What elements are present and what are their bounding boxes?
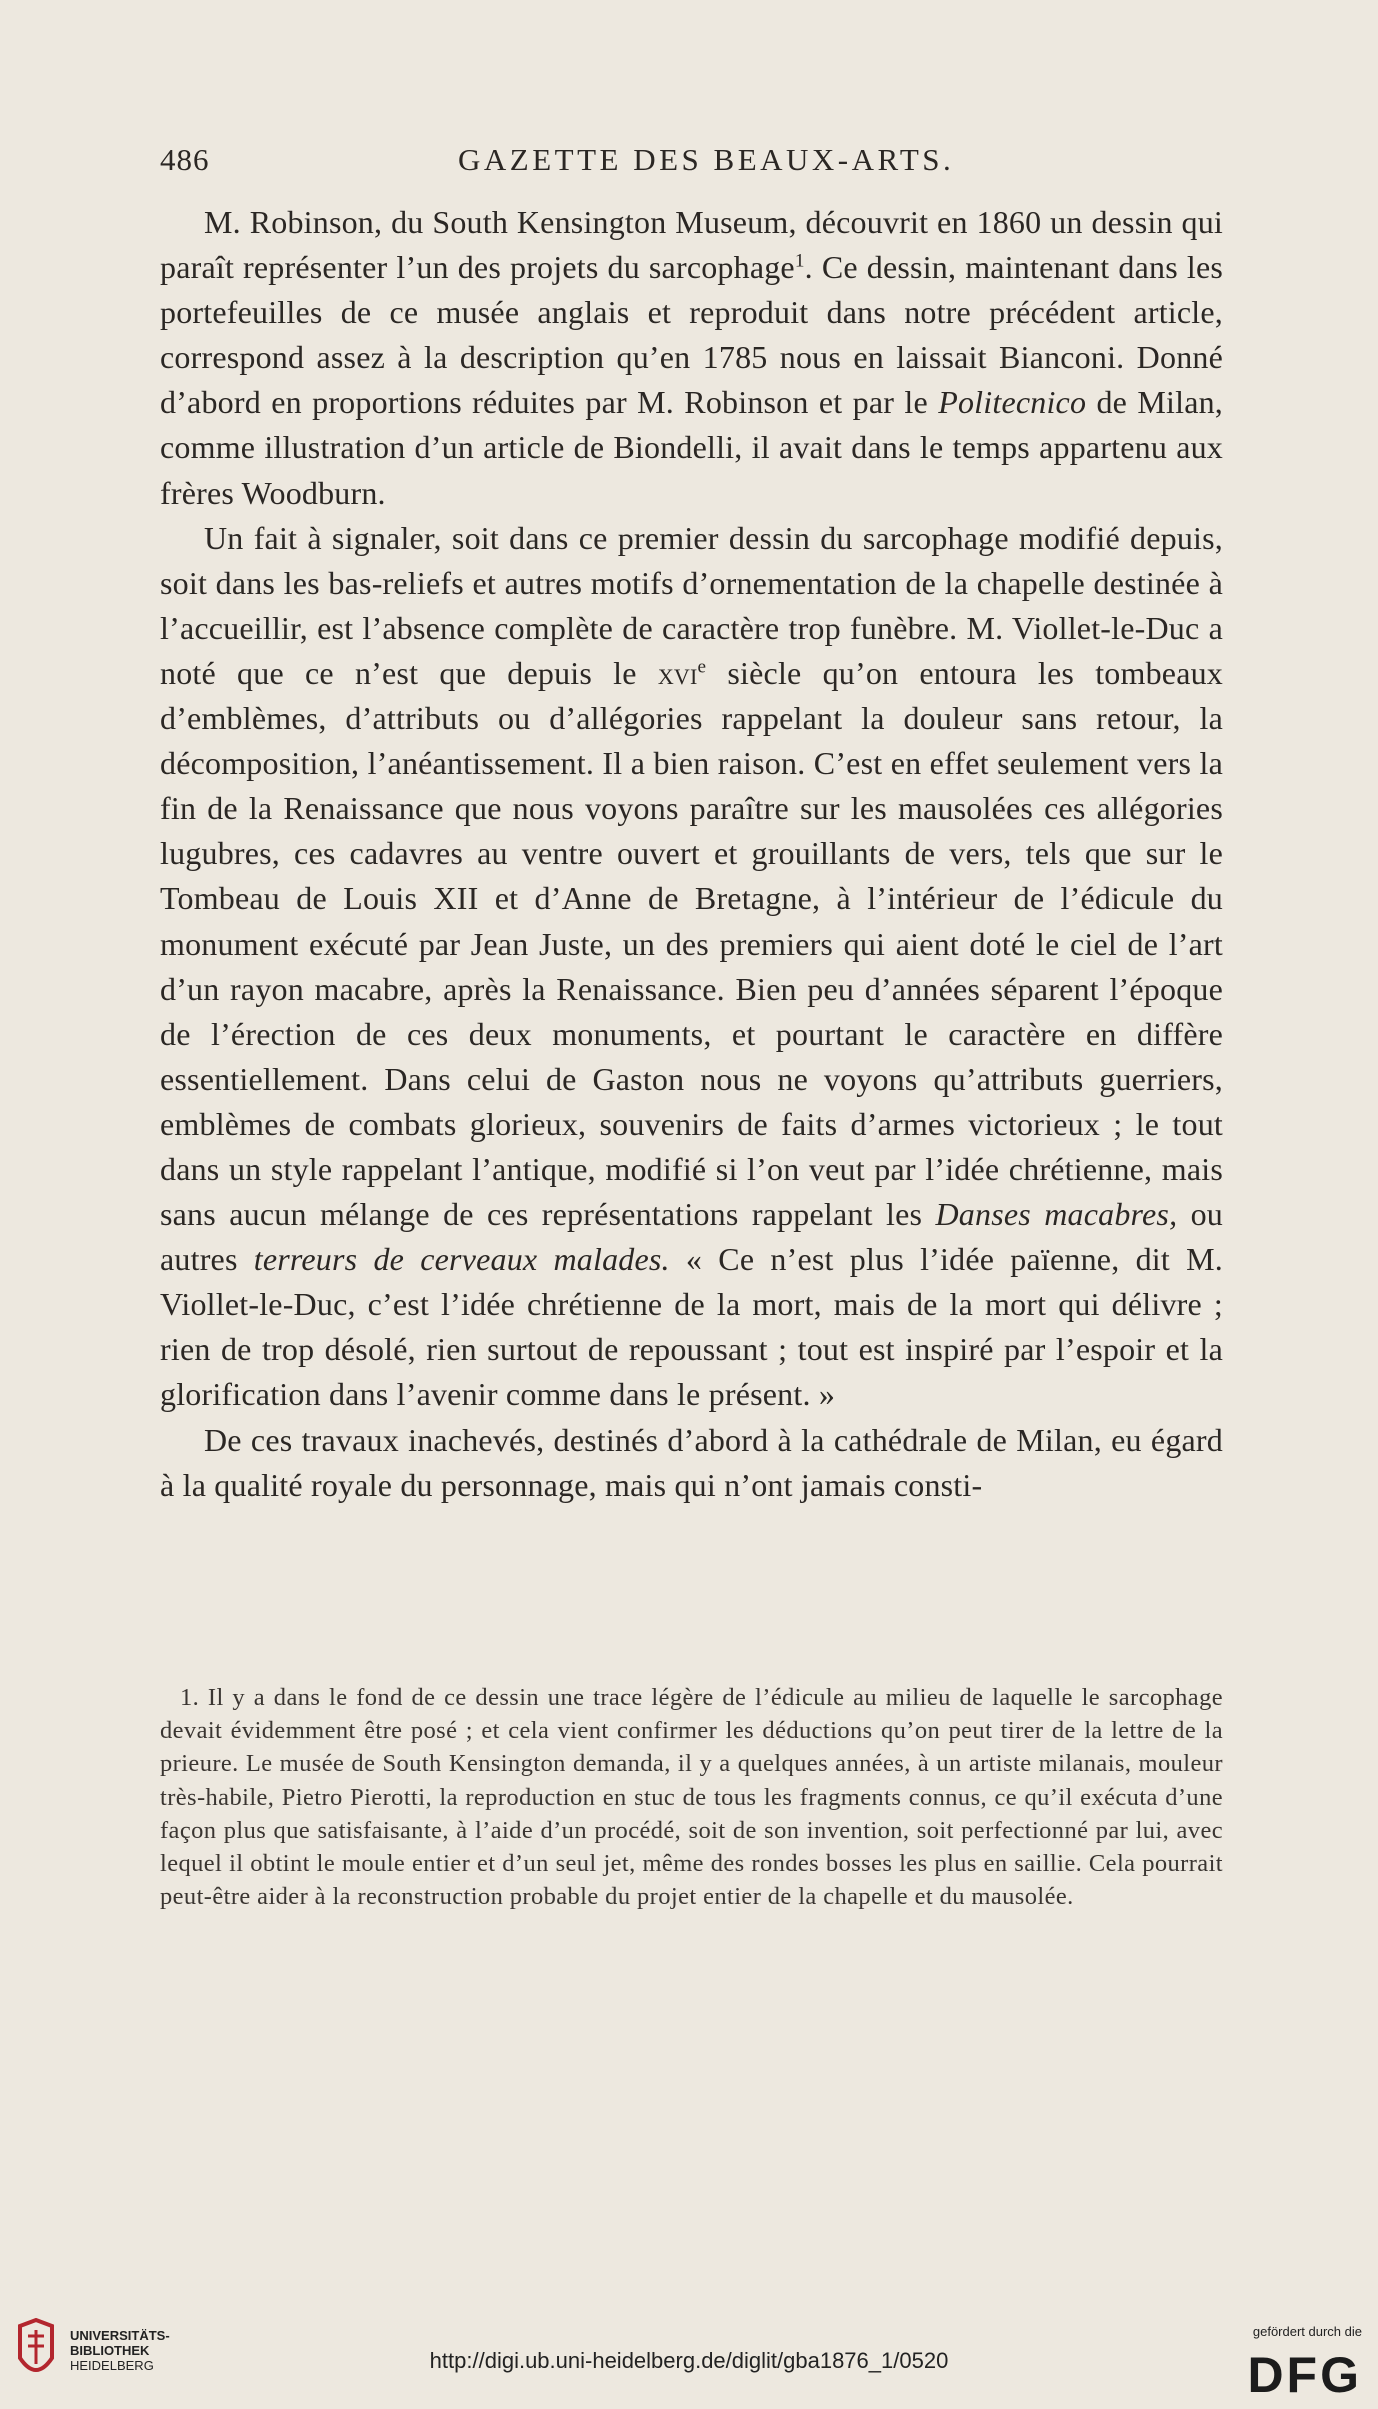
paragraph-1: M. Robinson, du South Kensington Museum, découvrit en 1860 un dessin qui paraît représenter l’un des projets du sarcophage$^1$. Ce dessin, maintenant dans les portefeuilles de ce musée anglais et reproduit dans notre précédent article, correspond assez à la description qu’en 1785 nous en laissait Bianconi. Donné d’abord en proportions réduites par M. Robinson et par le Politecnico de Milan, comme illustration d’un article de Biondelli, il avait dans le temps appartenu aux frères Woodburn.: [160, 204, 1223, 511]
footnote: [160, 1681, 1223, 1913]
footer-bar: [0, 2300, 1378, 2409]
dfg-logo: DFG: [1247, 2347, 1362, 2403]
footnote-text: Il y a dans le fond de ce dessin une trace légère de l’édicule au milieu de laquelle le sarcophage devait évidemment être posé ; et cela vient confirmer les déductions qu’on peut tirer de la lettre de la prieure. Le musée de South Kensington demanda, il y a quelques années, à un artiste milanais, mouleur très-habile, Pietro Pierotti, la reproduction en stuc de tous les fragments connus, ce qu’il exécuta d’une façon plus que satisfaisante, à l’aide d’un procédé, soit de son invention, soit perfectionné par lui, avec lequel il obtint le moule entier et d’un seul jet, même des rondes bosses les plus en saillie. Cela pourrait peut-être aider à la reconstruction probable du projet entier de la chapelle et du mausolée.: [160, 1684, 1223, 1911]
footnote-number: 1.: [180, 1684, 200, 1711]
page-number: 486: [160, 142, 210, 177]
running-title: GAZETTE DES BEAUX-ARTS.: [458, 142, 955, 177]
paragraph-2: Un fait à signaler, soit dans ce premier dessin du sarcophage modifié depuis, soit dans les bas-reliefs et autres motifs d’ornementation de la chapelle destinée à l’accueillir, est l’absence complète de caractère trop funèbre. M. Viollet-le-Duc a noté que ce n’est que depuis le xvi$^e$ siècle qu’on entoura les tombeaux d’emblèmes, d’attributs ou d’allégories rappelant la douleur sans retour, la décomposition, l’anéantissement. Il a bien raison. C’est en effet seulement vers la fin de la Renaissance que nous voyons paraître sur les mausolées ces allégories lugubres, ces cadavres au ventre ouvert et grouillants de vers, tels que sur le Tombeau de Louis XII et d’Anne de Bretagne, à l’intérieur de l’édicule du monument exécuté par Jean Juste, un des premiers qui aient doté le ciel de l’art d’un rayon macabre, après la Renaissance. Bien peu d’années séparent l’époque de l’érection de ces deux monuments, et pourtant le caractère en diffère essentiellement. Dans celui de Gaston nous ne voyons qu’attributs guerriers, emblèmes de combats glorieux, souvenirs de faits d’armes victorieux ; le tout dans un style rappelant l’antique, modifié si l’on veut par l’idée chrétienne, mais sans aucun mélange de ces représentations rappelant les Danses macabres, ou autres terreurs de cerveaux malades. « Ce n’est plus l’idée païenne, dit M. Viollet-le-Duc, c’est l’idée chrétienne de la mort, mais de la mort qui délivre ; rien de trop désolé, rien surtout de repoussant ; tout est inspiré par l’espoir et la glorification dans l’avenir comme dans le présent. »: [160, 519, 1223, 1413]
source-url-link[interactable]: http://digi.ub.uni-heidelberg.de/diglit/gba1876_1/0520: [429, 2348, 949, 2373]
paragraph-3: De ces travaux inachevés, destinés d’abord à la cathédrale de Milan, eu égard à la qualité royale du personnage, mais qui n’ont jamais consti-: [160, 1421, 1223, 1503]
funding-note: gefördert durch die: [1252, 2324, 1362, 2339]
library-name: UNIVERSITÄTS- BIBLIOTHEK HEIDELBERG: [70, 2328, 170, 2373]
body-text: [160, 200, 1223, 1508]
footnote-ref[interactable]: 1: [794, 250, 805, 272]
